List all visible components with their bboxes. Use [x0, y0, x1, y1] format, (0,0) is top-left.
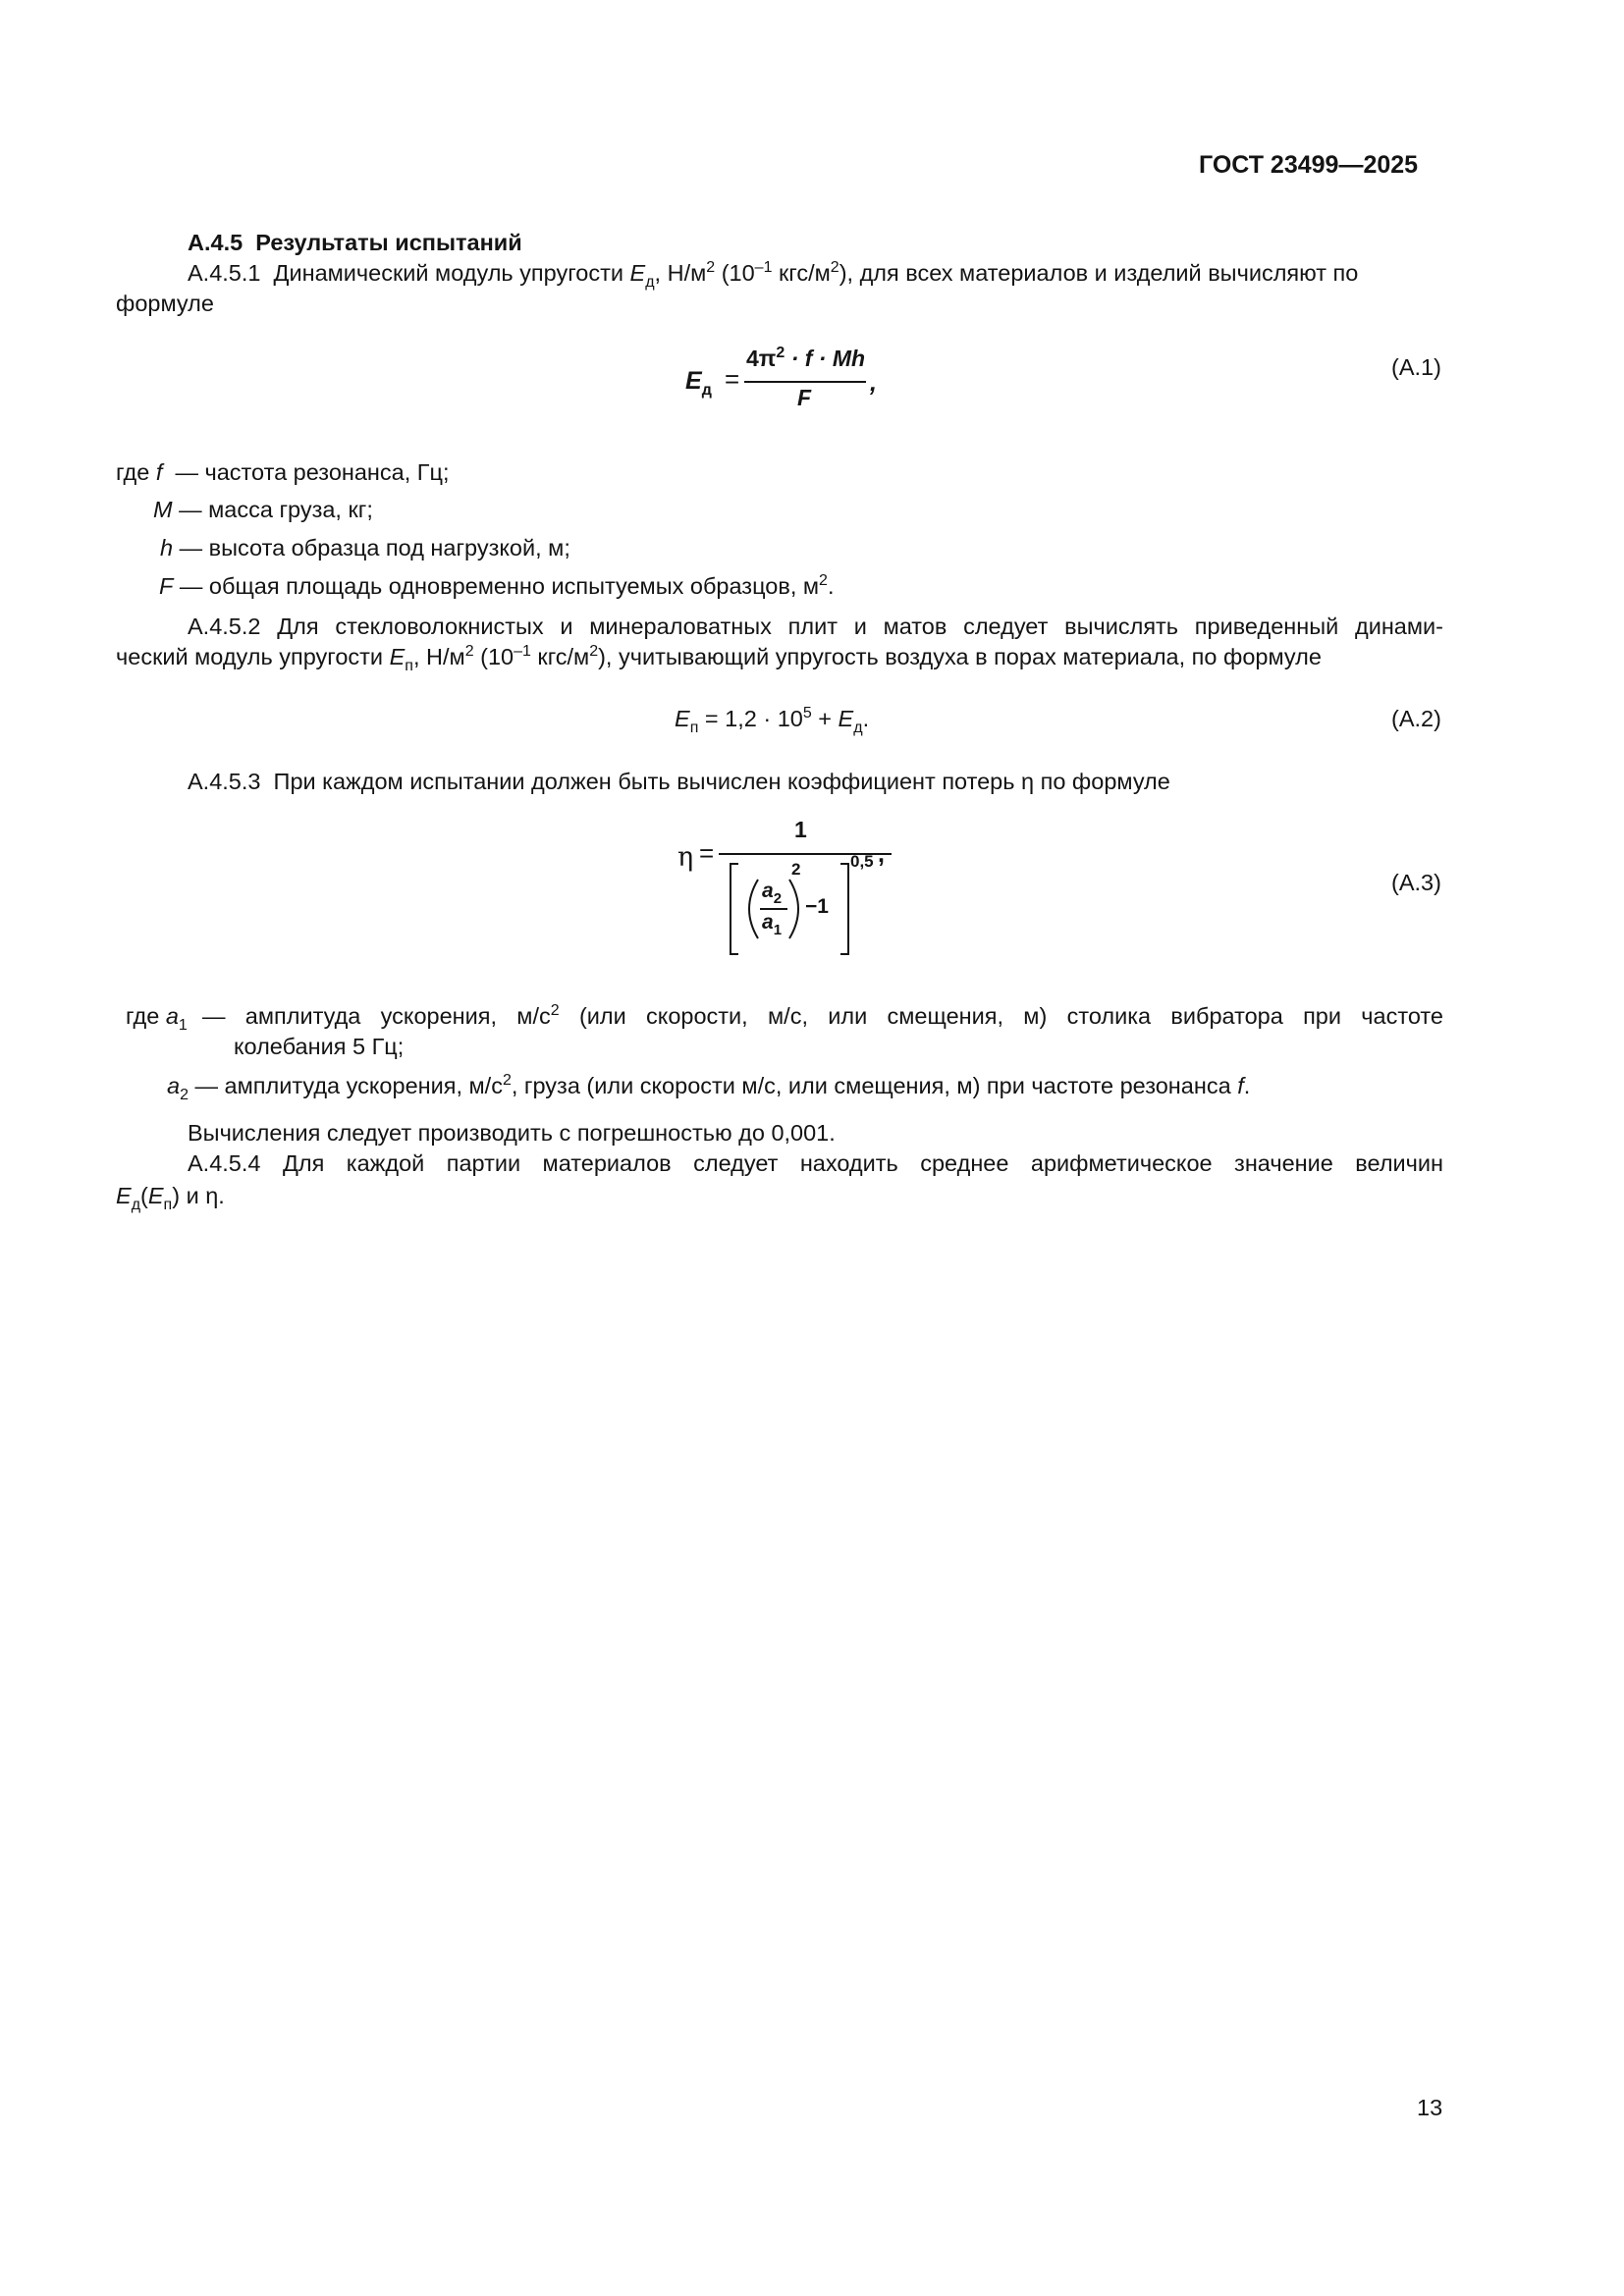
- eta-symbol: η: [677, 842, 694, 873]
- subscript: д: [131, 1197, 141, 1213]
- text: где: [126, 1003, 160, 1029]
- superscript: 2: [464, 643, 474, 660]
- formula-label-a2: (А.2): [1391, 706, 1441, 731]
- text: .: [862, 706, 870, 731]
- formula-a1: [685, 346, 901, 419]
- formula-comma: ,: [878, 840, 885, 868]
- text: (10: [473, 644, 514, 669]
- text: (: [140, 1183, 148, 1208]
- symbol-a: a: [165, 1003, 179, 1029]
- where-m: [153, 495, 373, 524]
- clause-number: А.4.5.1: [188, 260, 261, 286]
- where-h: [160, 533, 570, 562]
- subscript: 1: [178, 1017, 188, 1034]
- text: — общая площадь одновременно испытуемых образцов, м: [179, 573, 820, 599]
- page-number: 13: [1417, 2095, 1443, 2120]
- text: — масса груза, кг;: [179, 497, 373, 522]
- text: .: [827, 573, 835, 599]
- where-a1-cont: колебания 5 Гц;: [234, 1034, 405, 1059]
- section-title: Результаты испытаний: [255, 230, 522, 255]
- superscript: 2: [589, 643, 599, 660]
- text: ческий модуль упругости: [116, 644, 384, 669]
- paragraph-a454: [188, 1148, 1443, 1178]
- subscript: п: [405, 658, 413, 674]
- symbol-a: a: [167, 1073, 181, 1098]
- formula-a3: [674, 817, 909, 964]
- symbol-e: E: [116, 1183, 132, 1208]
- paragraph-a451: [188, 258, 1359, 291]
- where-a1-text: [202, 1001, 1443, 1031]
- text: Для каждой партии материалов следует находить среднее арифметическое значение величин: [282, 1150, 1444, 1176]
- symbol-F: F: [159, 573, 174, 599]
- symbol-e: E: [838, 706, 854, 731]
- superscript: –1: [754, 259, 773, 276]
- text: = 1,2 · 10: [698, 706, 803, 731]
- text: (10: [715, 260, 755, 286]
- text: кгс/м: [530, 644, 590, 669]
- symbol-e: E: [675, 706, 690, 731]
- where-a2: [167, 1071, 1251, 1103]
- equals-sign: =: [725, 364, 740, 394]
- symbol-e: E: [629, 260, 646, 286]
- minus-one: −1: [805, 895, 829, 918]
- formula-comma: ,: [870, 369, 877, 397]
- subscript: д: [853, 720, 863, 736]
- text: +: [811, 706, 839, 731]
- formula-numerator: $4\pi^2 \cdot f \cdot Mh$: [746, 345, 866, 371]
- superscript: 2: [706, 259, 716, 276]
- text: — амплитуда ускорения, м/с: [194, 1073, 503, 1098]
- paragraph-a453: [188, 767, 1170, 796]
- formula-a2: [675, 704, 870, 736]
- a1-symbol: $a_1$: [762, 911, 783, 938]
- formula-numerator: 1: [794, 817, 807, 842]
- document-header: ГОСТ 23499—2025: [1199, 151, 1419, 179]
- paragraph-a451-cont: формуле: [116, 291, 214, 316]
- text: ), для всех материалов и изделий вычисляют по: [839, 260, 1359, 286]
- formula-label-a3: (А.3): [1391, 870, 1441, 895]
- formula-lhs: $E_д$: [685, 367, 712, 399]
- bracket-graphic: [674, 817, 909, 964]
- symbol-e: E: [389, 644, 406, 669]
- symbol-m: M: [153, 497, 173, 522]
- superscript: 5: [802, 705, 812, 721]
- symbol-h: h: [160, 535, 174, 561]
- text: где: [116, 459, 150, 485]
- text: При каждом испытании должен быть вычислен коэффициент потерь η по формуле: [273, 769, 1170, 794]
- where-a1: [126, 1001, 188, 1034]
- subscript: 2: [180, 1087, 189, 1103]
- power-exponent: 0,5: [850, 852, 874, 871]
- section-number: А.4.5: [188, 230, 244, 255]
- subscript: п: [163, 1197, 173, 1213]
- text: , Н/м: [412, 644, 465, 669]
- text: — высота образца под нагрузкой, м;: [179, 535, 570, 561]
- text: , Н/м: [654, 260, 707, 286]
- symbol-f: f: [155, 459, 163, 485]
- superscript: 2: [550, 1002, 560, 1019]
- symbol-f: f: [1237, 1073, 1244, 1098]
- text: (или скорости, м/с, или смещения, м) столика вибратора при частоте: [559, 1003, 1443, 1029]
- paragraph-a452-cont: [116, 642, 1322, 674]
- superscript: 2: [819, 572, 828, 589]
- text: Динамический модуль упругости: [273, 260, 623, 286]
- text: — амплитуда ускорения, м/с: [202, 1003, 551, 1029]
- square-exponent: 2: [791, 860, 801, 879]
- fraction-bar: [744, 381, 866, 383]
- paragraph-a454-cont: [116, 1181, 225, 1213]
- clause-number: А.4.5.4: [188, 1150, 261, 1176]
- a2-symbol: $a_2$: [762, 880, 783, 907]
- superscript: 2: [502, 1072, 512, 1089]
- text: и η.: [180, 1183, 225, 1208]
- paragraph-a452: [188, 612, 1443, 641]
- text: ): [172, 1183, 181, 1208]
- subscript: п: [689, 720, 699, 736]
- section-heading: [188, 228, 522, 257]
- clause-number: А.4.5.3: [188, 769, 261, 794]
- text: ), учитывающий упругость воздуха в порах материала, по формуле: [598, 644, 1322, 669]
- text: кгс/м: [772, 260, 831, 286]
- text: , груза (или скорости м/с, или смещения, м) при частоте резонанса: [511, 1073, 1231, 1098]
- symbol-e: E: [147, 1183, 164, 1208]
- formula-denominator: F: [797, 385, 812, 410]
- equals-sign: =: [699, 838, 715, 868]
- text: .: [1243, 1073, 1251, 1098]
- subscript: д: [645, 274, 655, 291]
- formula-label-a1: (А.1): [1391, 354, 1441, 380]
- paragraph-precision: Вычисления следует производить с погрешностью до 0,001.: [188, 1120, 836, 1146]
- superscript: 2: [830, 259, 839, 276]
- where-F: [159, 571, 834, 601]
- text: — частота резонанса, Гц;: [175, 459, 450, 485]
- where-f: [116, 457, 450, 487]
- text: Для стекловолокнистых и минераловатных плит и матов следует вычислять приведенный динами-: [277, 614, 1443, 639]
- clause-number: А.4.5.2: [188, 614, 261, 639]
- superscript: –1: [514, 643, 531, 660]
